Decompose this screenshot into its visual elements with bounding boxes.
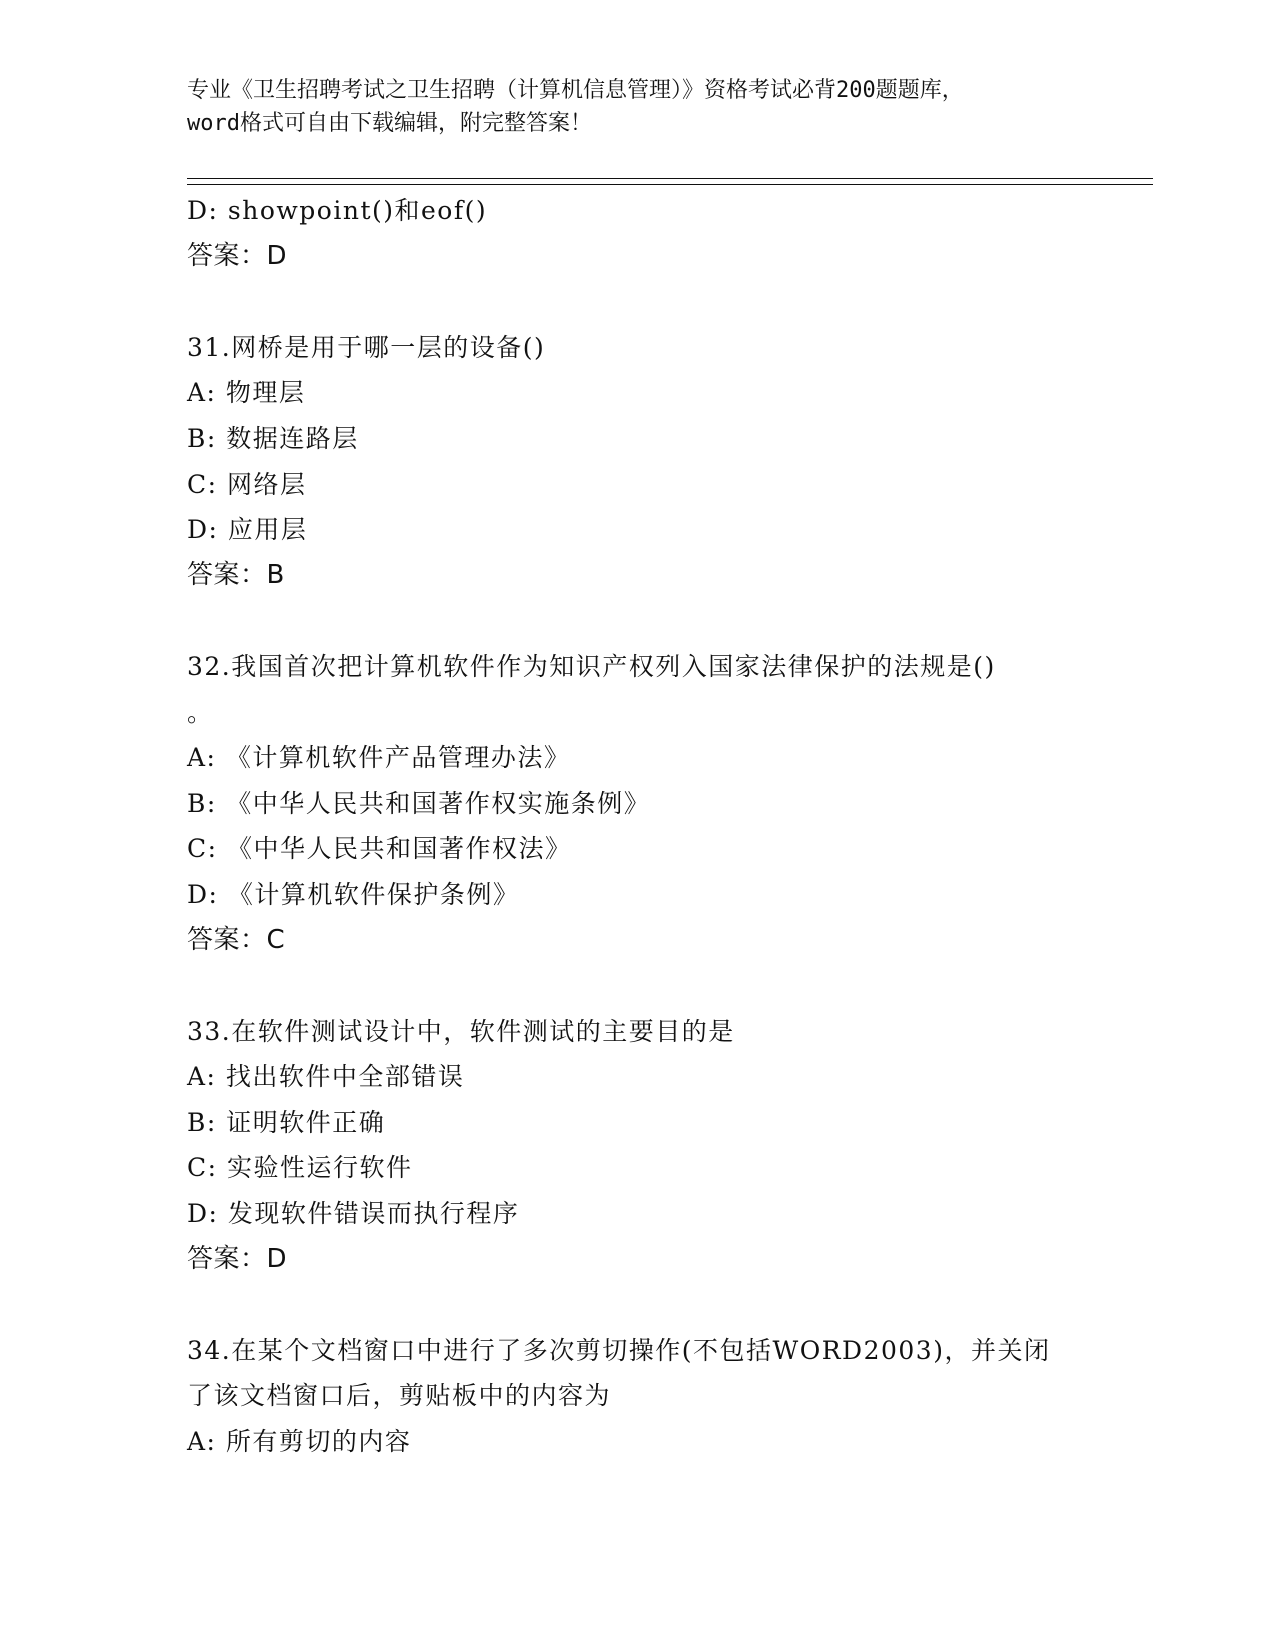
prev-option-d: D: showpoint()和eof() — [187, 196, 488, 225]
question-stem-continued: 。 — [187, 697, 214, 727]
question-option-d: D: 《计算机软件保护条例》 — [187, 879, 520, 909]
header-divider-top — [187, 178, 1153, 179]
question-option-a: A: 《计算机软件产品管理办法》 — [187, 743, 571, 773]
question-stem: 32.我国首次把计算机软件作为知识产权列入国家法律保护的法规是() — [187, 651, 996, 681]
question-stem: 34.在某个文档窗口中进行了多次剪切操作(不包括WORD2003)，并关闭 — [187, 1335, 1051, 1365]
prev-answer: 答案：D — [187, 240, 288, 271]
question-answer: 答案：D — [187, 1243, 288, 1274]
question-option-d: D: 发现软件错误而执行程序 — [187, 1199, 520, 1229]
question-option-a: A: 找出软件中全部错误 — [187, 1062, 465, 1092]
question-list — [187, 188, 1107, 1465]
question-stem: 31.网桥是用于哪一层的设备() — [187, 332, 546, 362]
question-option-a: A: 所有剪切的内容 — [187, 1427, 412, 1457]
question-option-c: C: 实验性运行软件 — [187, 1153, 413, 1183]
question-option-a: A: 物理层 — [187, 378, 306, 408]
question-stem: 33.在软件测试设计中，软件测试的主要目的是 — [187, 1016, 735, 1046]
question-stem-continued: 了该文档窗口后，剪贴板中的内容为 — [187, 1381, 612, 1411]
question-block — [187, 1328, 1107, 1465]
spacer — [187, 963, 1107, 1009]
document-header — [187, 74, 1087, 140]
question-block — [187, 325, 1107, 599]
question-option-d: D: 应用层 — [187, 515, 308, 545]
question-option-b: B: 数据连路层 — [187, 423, 359, 453]
question-option-c: C: 网络层 — [187, 469, 307, 499]
spacer — [187, 1282, 1107, 1328]
header-divider-bottom — [187, 184, 1153, 185]
header-line-2: word格式可自由下载编辑，附完整答案！ — [187, 111, 592, 136]
question-answer: 答案：C — [187, 924, 286, 955]
spacer — [187, 279, 1107, 325]
question-option-c: C: 《中华人民共和国著作权法》 — [187, 834, 572, 864]
question-block — [187, 644, 1107, 963]
question-option-b: B: 《中华人民共和国著作权实施条例》 — [187, 788, 651, 818]
question-option-b: B: 证明软件正确 — [187, 1107, 386, 1137]
header-line-1: 专业《卫生招聘考试之卫生招聘（计算机信息管理）》资格考试必背200题题库， — [187, 78, 964, 103]
question-block — [187, 1009, 1107, 1283]
spacer — [187, 598, 1107, 644]
question-answer: 答案：B — [187, 559, 285, 590]
